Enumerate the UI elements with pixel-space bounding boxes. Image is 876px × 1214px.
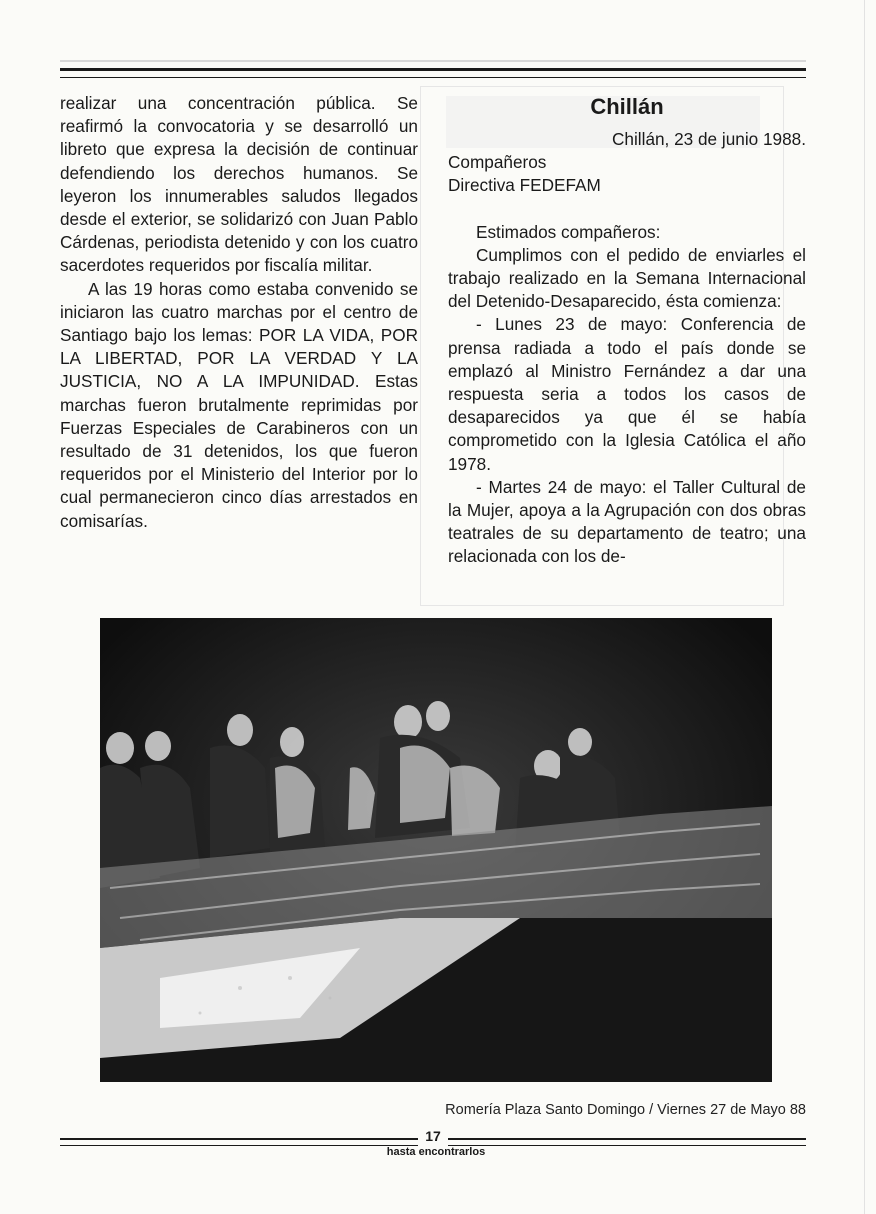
photo-caption: Romería Plaza Santo Domingo / Viernes 27 de Mayo 88: [445, 1102, 806, 1118]
left-paragraph-1: realizar una concentración pública. Se reafirmó la convocatoria y se desarrolló un libreto que expresa la decisión de continuar defendiendo los derechos humanos. Se leyeron los innumerables saludos llegados desde el exterior, se solidarizó con Juan Pablo Cárdenas, periodista detenido y con los cuatro sacerdotes requeridos por fiscalía militar.: [60, 93, 418, 276]
top-faint-rule: [60, 60, 806, 62]
letter-date: Chillán, 23 de junio 1988.: [612, 129, 806, 149]
letter-salutation: Estimados compañeros:: [476, 221, 661, 242]
letter-recipient-2: Directiva FEDEFAM: [448, 175, 601, 196]
left-column: [60, 92, 418, 533]
section-title: Chillán: [590, 94, 664, 119]
publication-title: hasta encontrarlos: [386, 1146, 486, 1158]
top-rule: [60, 68, 806, 78]
photo-illustration: [100, 618, 772, 1082]
bottom-rule-left: [60, 1138, 418, 1146]
page-edge: [864, 0, 865, 1214]
right-column: [448, 92, 806, 569]
bottom-rule-right: [448, 1138, 806, 1146]
spacer: [448, 198, 806, 221]
left-paragraph-2: A las 19 horas como estaba convenido se iniciaron las cuatro marchas por el centro de Santiago bajo los lemas: POR LA VIDA, POR LA LIBERTAD, POR LA VERDAD Y LA JUSTICIA, NO A LA IMPUNIDAD. Estas marchas fueron brutalmente reprimidas por Fuerzas Especiales de Carabineros con un resultado de 31 detenidos, los que fueron requeridos por el Ministerio del Interior por lo cual permanecieron cinco días arrestados en comisarías.: [60, 278, 418, 531]
page-number: 17: [425, 1128, 441, 1144]
right-paragraph-3: - Martes 24 de mayo: el Taller Cultural de la Mujer, apoya a la Agrupación con dos obras teatrales de su departamento de teatro; una relacionada con los de-: [448, 476, 806, 567]
romeria-photo: [100, 618, 772, 1082]
right-paragraph-1: Cumplimos con el pedido de enviarles el trabajo realizado en la Semana Internacional del Detenido-Desaparecido, ésta comienza:: [448, 244, 806, 312]
right-paragraph-2: - Lunes 23 de mayo: Conferencia de prensa radiada a todo el país donde se emplazó al Ministro Fernández a dar una respuesta seria a todos los casos de desaparecidos ya que él se había comprometido con la Iglesia Católica el año 1978.: [448, 314, 806, 474]
letter-recipient-1: Compañeros: [448, 152, 547, 173]
